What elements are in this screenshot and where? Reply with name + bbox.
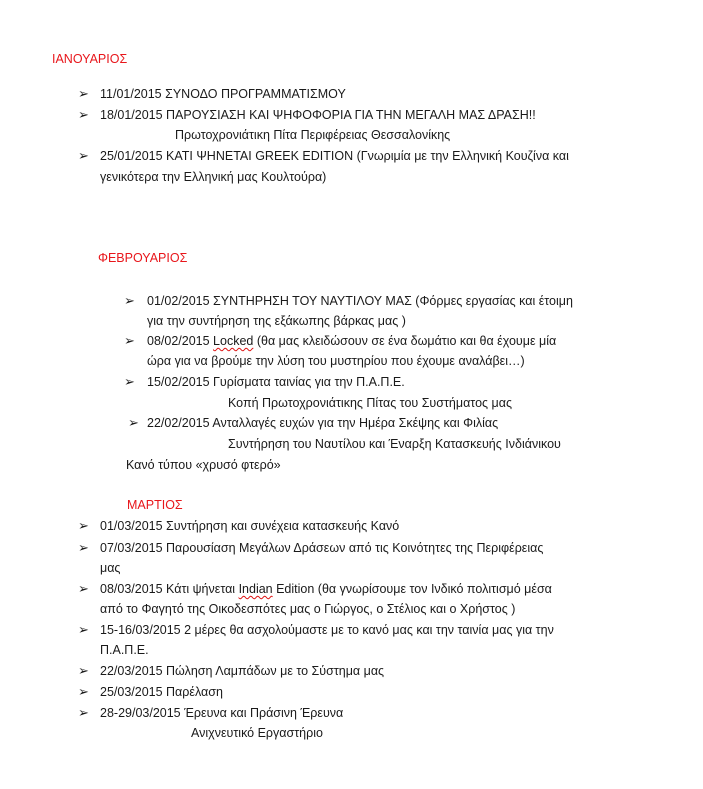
list-item-continuation: Ανιχνευτικό Εργαστήριο (191, 726, 323, 740)
list-item-continuation: Πρωτοχρονιάτικη Πίτα Περιφέρειας Θεσσαλονίκης (175, 128, 451, 142)
bullet-arrow-icon: ➢ (124, 293, 135, 308)
list-item: 28-29/03/2015 Έρευνα και Πράσινη Έρευνα (100, 706, 344, 720)
spellcheck-word: Locked (213, 334, 254, 348)
bullet-arrow-icon: ➢ (78, 622, 89, 637)
month-heading-february: ΦΕΒΡΟΥΑΡΙΟΣ (98, 251, 188, 265)
month-heading-march: ΜΑΡΤΙΟΣ (127, 498, 183, 512)
list-item: 25/01/2015 ΚΑΤΙ ΨΗΝΕΤΑΙ GREEK EDITION (Γνωριμία με την Ελληνική Κουζίνα και (100, 149, 569, 163)
month-heading-january: ΙΑΝΟΥΑΡΙΟΣ (52, 52, 128, 66)
bullet-arrow-icon: ➢ (78, 581, 89, 596)
spellcheck-word: Indian (238, 582, 273, 596)
list-item: 11/01/2015 ΣΥΝΟΔΟ ΠΡΟΓΡΑΜΜΑΤΙΣΜΟΥ (100, 87, 346, 101)
list-item-continuation: για την συντήρηση της εξάκωπης βάρκας μας ) (147, 314, 406, 328)
list-item-continuation: ώρα για να βρούμε την λύση του μυστηρίου που έχουμε αναλάβει…) (147, 354, 525, 368)
list-item: 22/02/2015 Ανταλλαγές ευχών για την Ημέρα Σκέψης και Φιλίας (147, 416, 499, 430)
bullet-arrow-icon: ➢ (78, 540, 89, 555)
list-item-continuation: μας (100, 561, 121, 575)
list-item: 08/02/2015 Locked (θα μας κλειδώσουν σε ένα δωμάτιο και θα έχουμε μία (147, 334, 557, 348)
list-item: 07/03/2015 Παρουσίαση Μεγάλων Δράσεων από τις Κοινότητες της Περιφέρειας (100, 541, 544, 555)
list-item: 08/03/2015 Κάτι ψήνεται Indian Edition (θα γνωρίσουμε τον Ινδικό πολιτισμό μέσα (100, 582, 552, 596)
list-item: 01/03/2015 Συντήρηση και συνέχεια κατασκευής Κανό (100, 519, 400, 533)
bullet-arrow-icon: ➢ (124, 333, 135, 348)
bullet-arrow-icon: ➢ (78, 705, 89, 720)
list-item: 15-16/03/2015 2 μέρες θα ασχολούμαστε με το κανό μας και την ταινία μας για την (100, 623, 554, 637)
bullet-arrow-icon: ➢ (78, 107, 89, 122)
bullet-arrow-icon: ➢ (78, 148, 89, 163)
list-item-continuation: Π.Α.Π.Ε. (100, 643, 149, 657)
list-item-continuation: από το Φαγητό της Οικοδεσπότες μας ο Γιώργος, ο Στέλιος και ο Χρήστος ) (100, 602, 516, 616)
list-item: 01/02/2015 ΣΥΝΤΗΡΗΣΗ ΤΟΥ ΝΑΥΤΙΛΟΥ ΜΑΣ (Φόρμες εργασίας και έτοιμη (147, 294, 573, 308)
bullet-arrow-icon: ➢ (78, 86, 89, 101)
list-item: 18/01/2015 ΠΑΡΟΥΣΙΑΣΗ ΚΑΙ ΨΗΦΟΦΟΡΙΑ ΓΙΑ ΤΗΝ ΜΕΓΑΛΗ ΜΑΣ ΔΡΑΣΗ!! (100, 108, 536, 122)
list-item: 22/03/2015 Πώληση Λαμπάδων με το Σύστημα μας (100, 664, 385, 678)
list-item: 25/03/2015 Παρέλαση (100, 685, 223, 699)
list-item: 15/02/2015 Γυρίσματα ταινίας για την Π.Α.Π.Ε. (147, 375, 405, 389)
list-item-continuation: Κανό τύπου «χρυσό φτερό» (126, 458, 281, 472)
list-item-continuation: Συντήρηση του Ναυτίλου και Έναρξη Κατασκευής Ινδιάνικου (228, 437, 561, 451)
bullet-arrow-icon: ➢ (78, 684, 89, 699)
bullet-arrow-icon: ➢ (78, 663, 89, 678)
list-item-continuation: γενικότερα την Ελληνική μας Κουλτούρα) (100, 170, 327, 184)
list-item-continuation: Κοπή Πρωτοχρονιάτικης Πίτας του Συστήματος μας (228, 396, 512, 410)
bullet-arrow-icon: ➢ (128, 415, 139, 430)
bullet-arrow-icon: ➢ (78, 518, 89, 533)
bullet-arrow-icon: ➢ (124, 374, 135, 389)
